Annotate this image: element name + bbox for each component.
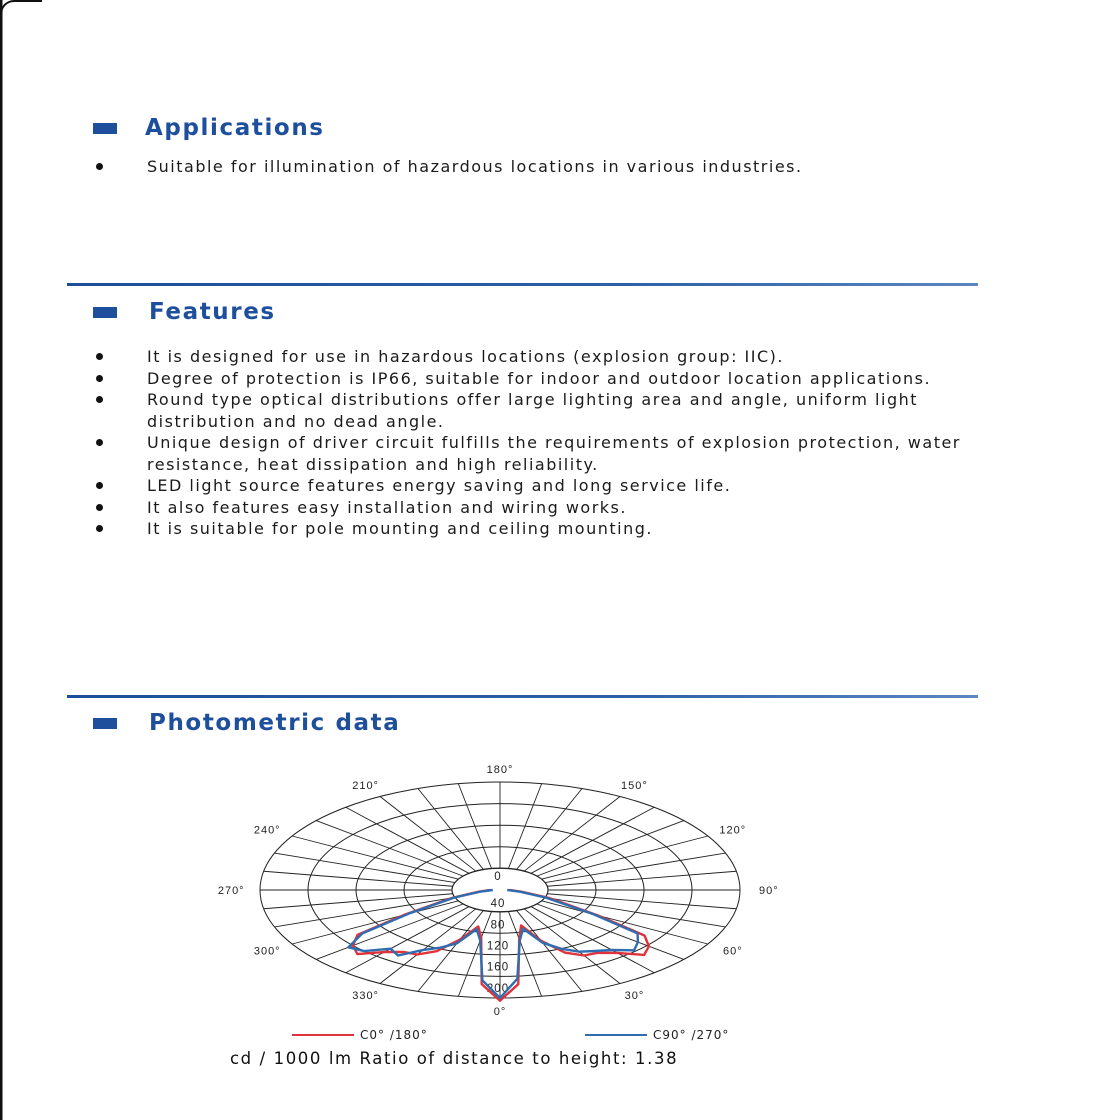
polar-spoke xyxy=(524,796,620,871)
list-item: It also features easy installation and wiring works. xyxy=(96,497,976,519)
features-list xyxy=(96,346,976,540)
heading-square-marker xyxy=(93,307,117,318)
polar-spoke xyxy=(274,897,454,927)
polar-spoke xyxy=(346,907,469,973)
polar-spoke xyxy=(508,784,541,869)
bullet-icon xyxy=(96,504,103,511)
list-item: It is designed for use in hazardous locations (explosion group: IIC). xyxy=(96,346,976,368)
list-item: Unique design of driver circuit fulfills the requirements of explosion protection, water resistance, heat dissipation and high reliability. xyxy=(96,432,976,475)
radial-tick-label: 160 xyxy=(486,961,510,974)
bullet-icon xyxy=(96,353,103,360)
applications-heading xyxy=(93,115,325,141)
angle-tick-label: 210° xyxy=(352,780,379,793)
page-corner xyxy=(0,0,42,16)
polar-spoke xyxy=(516,789,582,870)
polar-spoke xyxy=(418,789,484,870)
polar-spoke xyxy=(274,853,454,883)
page-left-edge xyxy=(0,0,14,1120)
polar-spoke xyxy=(346,807,469,873)
bullet-icon xyxy=(96,163,103,170)
polar-spoke xyxy=(264,871,453,886)
polar-chart-svg xyxy=(217,760,790,1020)
radial-tick-label: 80 xyxy=(490,919,506,932)
angle-tick-label: 0° xyxy=(493,1005,507,1018)
angle-tick-label: 330° xyxy=(352,989,379,1002)
bullet-icon xyxy=(96,439,103,446)
angle-tick-label: 270° xyxy=(217,885,245,897)
polar-spoke xyxy=(531,807,654,873)
features-title: Features xyxy=(149,299,276,325)
applications-list xyxy=(96,156,916,178)
angle-tick-label: 120° xyxy=(719,824,747,837)
photometric-title: Photometric data xyxy=(149,710,401,736)
bullet-icon xyxy=(96,396,103,403)
polar-spoke xyxy=(458,784,491,869)
applications-title: Applications xyxy=(145,115,325,141)
angle-tick-label: 180° xyxy=(486,764,514,777)
bullet-icon xyxy=(96,525,103,532)
list-item: Degree of protection is IP66, suitable for indoor and outdoor location applications. xyxy=(96,368,976,390)
radial-tick-label: 200 xyxy=(486,982,510,995)
angle-tick-label: 90° xyxy=(758,885,779,897)
polar-spoke xyxy=(545,853,725,883)
bullet-icon xyxy=(96,482,103,489)
heading-square-marker xyxy=(93,123,117,134)
legend-c90-line-icon xyxy=(585,1034,647,1036)
list-item: Round type optical distributions offer large lighting area and angle, uniform light distribution and no dead angle. xyxy=(96,389,976,432)
list-item: It is suitable for pole mounting and ceiling mounting. xyxy=(96,518,976,540)
radial-tick-label: 40 xyxy=(490,898,506,911)
polar-spoke xyxy=(380,796,476,871)
angle-tick-label: 150° xyxy=(621,780,648,793)
radial-tick-label: 0 xyxy=(494,871,502,883)
polar-spoke xyxy=(531,907,654,973)
radial-tick-label: 120 xyxy=(486,940,510,953)
angle-tick-label: 60° xyxy=(722,945,743,958)
features-heading xyxy=(93,299,276,325)
section-divider xyxy=(67,695,978,698)
list-item: Suitable for illumination of hazardous locations in various industries. xyxy=(96,156,916,178)
angle-tick-label: 240° xyxy=(253,824,281,837)
polar-chart xyxy=(217,760,790,1020)
polar-spoke xyxy=(547,871,736,886)
angle-tick-label: 300° xyxy=(253,945,281,958)
photometric-caption: cd / 1000 lm Ratio of distance to height: 1.38 xyxy=(230,1049,679,1068)
angle-tick-label: 30° xyxy=(624,989,645,1002)
polar-spoke xyxy=(545,897,725,927)
section-divider xyxy=(67,283,978,286)
legend-c90: C90° /270° xyxy=(585,1028,729,1042)
legend-c0: C0° /180° xyxy=(292,1028,428,1042)
list-item: LED light source features energy saving and long service life. xyxy=(96,475,976,497)
polar-spoke xyxy=(418,910,484,991)
heading-square-marker xyxy=(93,718,117,729)
photometric-heading xyxy=(93,710,400,736)
bullet-icon xyxy=(96,375,103,382)
legend-c0-line-icon xyxy=(292,1034,354,1036)
